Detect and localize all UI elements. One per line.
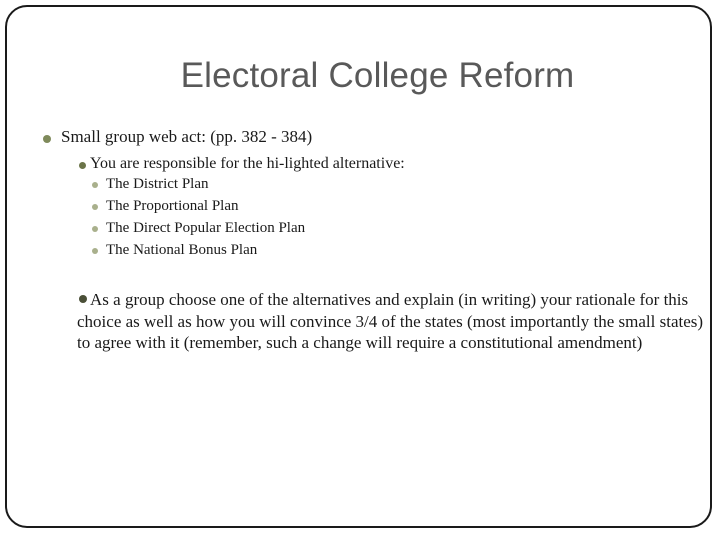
bullet-dot-icon — [92, 182, 98, 188]
bullet-dot-icon — [79, 162, 86, 169]
bullet-dot-icon — [92, 204, 98, 210]
bullet-dot-icon — [92, 226, 98, 232]
bullet-level3-item: The District Plan — [106, 176, 209, 192]
bullet-level1: Small group web act: (pp. 382 - 384) — [61, 127, 313, 146]
bullet-dot-icon — [43, 135, 51, 143]
slide-title: Electoral College Reform — [180, 56, 575, 95]
instructions-paragraph: As a group choose one of the alternatives and explain (in writing) your rationale for this choice as well as how you will convince 3/4 of the states (most importantly the small states) to agree with it (remember, such a change will require a constitutional amendment) — [77, 290, 704, 352]
bullet-dot-icon — [92, 248, 98, 254]
bullet-level3-item: The Proportional Plan — [106, 198, 239, 214]
bullet-level2: You are responsible for the hi-lighted alternative: — [90, 155, 405, 172]
bullet-level3-item: The National Bonus Plan — [106, 242, 258, 258]
bullet-level3-item: The Direct Popular Election Plan — [106, 220, 306, 236]
